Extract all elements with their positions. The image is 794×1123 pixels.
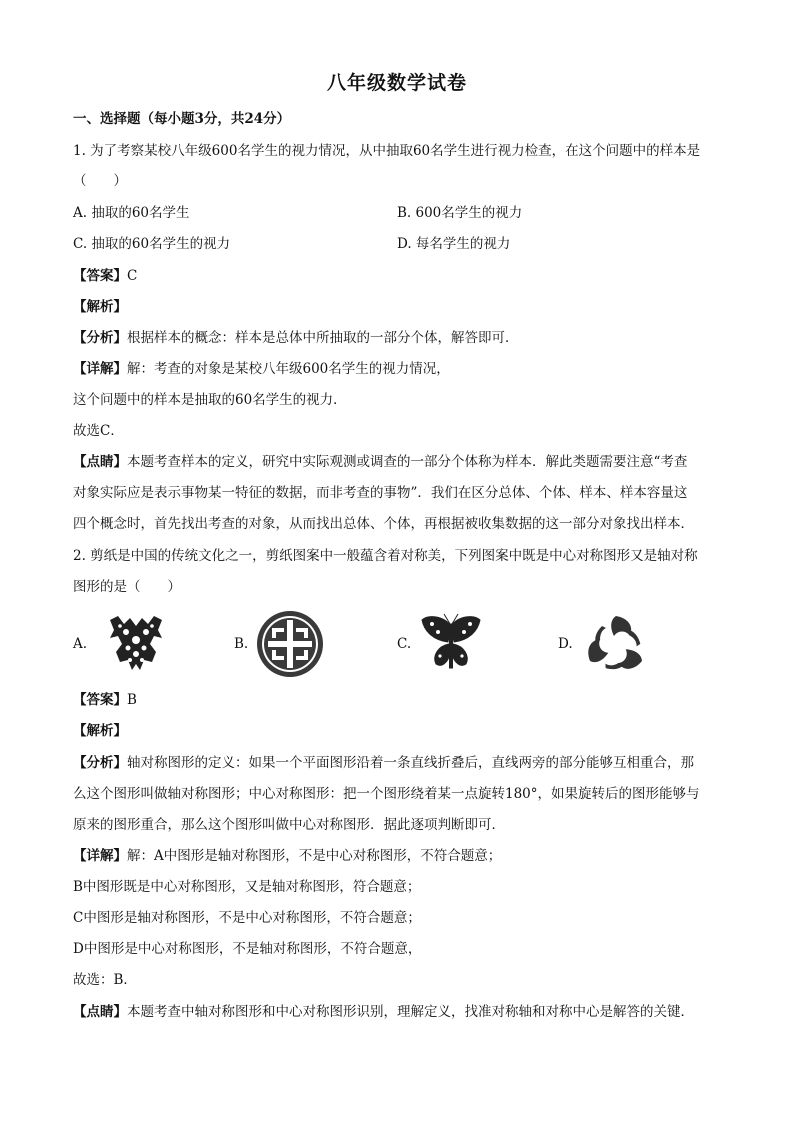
xiangjie-tag: 【详解】 [73, 361, 127, 377]
q2-label-d: D. [558, 636, 573, 652]
dianjing-tag: 【点睛】 [73, 454, 127, 470]
q2-xiangjie-line3: C中图形是轴对称图形，不是中心对称图形，不符合题意； [73, 910, 421, 926]
fenxi-tag: 【分析】 [73, 755, 127, 771]
answer-value: C [127, 268, 138, 284]
q1-option-d: D. 每名学生的视力 [397, 236, 511, 252]
q1-analysis-tag: 【解析】 [73, 299, 127, 315]
dianjing-text: 本题考查中轴对称图形和中心对称图形识别，理解定义，找准对称轴和对称中心是解答的关键． [127, 1004, 694, 1020]
answer-value: B [127, 692, 137, 708]
q1-xiangjie [73, 360, 733, 378]
q2-xiangjie-line5: 故选：B． [73, 972, 137, 988]
q1-option-a: A. 抽取的60名学生 [73, 205, 190, 221]
answer-tag: 【答案】 [73, 692, 127, 708]
papercut-c-image [418, 612, 484, 676]
papercut-b-image [256, 610, 324, 678]
page-title: 八年级数学试卷 [326, 72, 467, 94]
papercut-a-image [106, 614, 166, 674]
q2-label-a: A. [73, 636, 88, 652]
section-heading: 一、选择题（每小题3分，共24分） [73, 111, 291, 127]
q1-answer [73, 267, 733, 285]
q1-dianjing [73, 453, 733, 471]
xiangjie-text: 解：考查的对象是某校八年级600名学生的视力情况， [127, 361, 450, 377]
q2-stem-line2: 图形的是（ ） [73, 579, 181, 595]
q1-option-c: C. 抽取的60名学生的视力 [73, 236, 231, 252]
answer-tag: 【答案】 [73, 268, 127, 284]
q2-xiangjie-line2: B中图形既是中心对称图形，又是轴对称图形，符合题意； [73, 879, 421, 895]
q2-answer [73, 691, 733, 709]
q2-analysis-tag: 【解析】 [73, 723, 127, 739]
q1-dianjing-line3: 四个概念时，首先找出考查的对象，从而找出总体、个体，再根据被收集数据的这一部分对象找出样本． [73, 516, 694, 532]
xiangjie-tag: 【详解】 [73, 848, 127, 864]
papercut-d-image [584, 612, 648, 676]
q1-xiangjie-line3: 故选C． [73, 423, 124, 439]
q2-dianjing [73, 1003, 733, 1021]
q2-label-b: B. [234, 636, 249, 652]
q2-fenxi-line2: 么这个图形叫做轴对称图形；中心对称图形：把一个图形绕着某一点旋转180°，如果旋转后的图形能够与 [73, 786, 700, 802]
q1-fenxi [73, 329, 733, 347]
q1-stem-line2: （ ） [73, 173, 127, 189]
xiangjie-text: 解：A中图形是轴对称图形，不是中心对称图形，不符合题意； [127, 848, 502, 864]
fenxi-tag: 【分析】 [73, 330, 127, 346]
q1-stem-line1: 1. 为了考察某校八年级600名学生的视力情况，从中抽取60名学生进行视力检查，在这个问题中的样本是 [73, 143, 701, 159]
q2-label-c: C. [397, 636, 412, 652]
dianjing-tag: 【点睛】 [73, 1004, 127, 1020]
q1-dianjing-line2: 对象实际应是表示事物某一特征的数据，而非考查的事物”．我们在区分总体、个体、样本、样本容量这 [73, 485, 688, 501]
q1-xiangjie-line2: 这个问题中的样本是抽取的60名学生的视力． [73, 392, 347, 408]
dianjing-text: 本题考查样本的定义，研究中实际观测或调查的一部分个体称为样本．解此类题需要注意“考查 [127, 454, 688, 470]
fenxi-text: 轴对称图形的定义：如果一个平面图形沿着一条直线折叠后，直线两旁的部分能够互相重合，那 [127, 755, 694, 771]
q2-stem-line1: 2. 剪纸是中国的传统文化之一，剪纸图案中一般蕴含着对称美，下列图案中既是中心对称图形又是轴对称 [73, 548, 698, 564]
q2-xiangjie-line4: D中图形是中心对称图形，不是轴对称图形，不符合题意， [73, 941, 422, 957]
fenxi-text: 根据样本的概念：样本是总体中所抽取的一部分个体，解答即可． [127, 330, 519, 346]
q1-option-b: B. 600名学生的视力 [397, 205, 523, 221]
q2-fenxi-line3: 原来的图形重合，那么这个图形叫做中心对称图形．据此逐项判断即可． [73, 817, 505, 833]
q2-xiangjie [73, 847, 733, 865]
q2-fenxi [73, 754, 733, 772]
